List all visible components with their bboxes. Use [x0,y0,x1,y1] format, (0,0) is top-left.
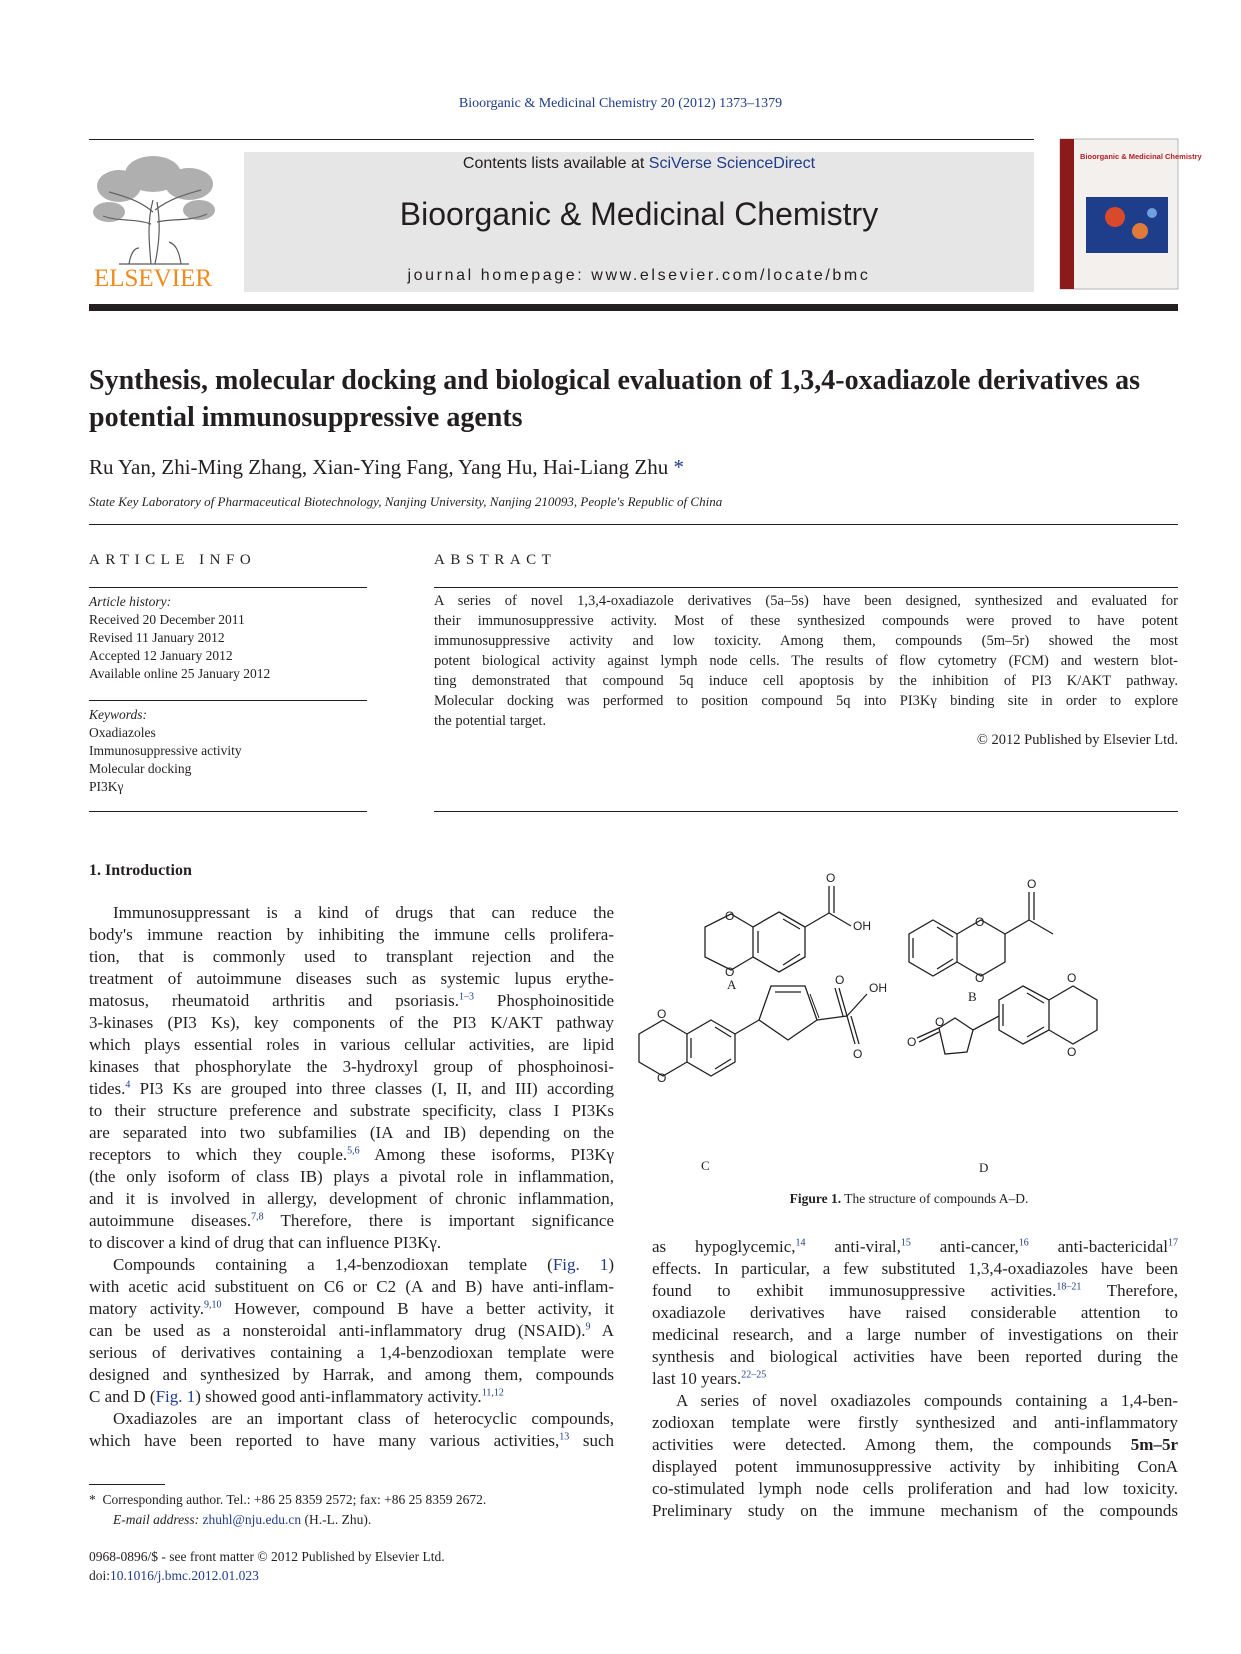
figure-caption [644,1191,1174,1207]
footnote-mark: * [89,1492,96,1507]
journal-title: Bioorganic & Medicinal Chemistry [399,196,879,232]
doi-link[interactable]: 10.1016/j.bmc.2012.01.023 [110,1568,259,1583]
text-line: are separated into two subfamilies (IA and IB) depending on the [89,1123,614,1142]
abstract-heading: ABSTRACT [434,552,557,568]
atom-labels [657,871,1076,1085]
text-line: medicinal research, and a large number of investigations on their [652,1325,1178,1344]
text-fragment: such [569,1431,614,1450]
text-line: to discover a kind of drug that can influence PI3Kγ. [89,1233,442,1252]
text-line: (the only isoform of class IB) plays a pivotal role in inflammation, [89,1167,614,1186]
text-line [89,1144,614,1166]
text-fragment: Therefore, [1081,1281,1178,1300]
citation-ref[interactable]: 15 [900,1237,911,1249]
text-line: effects. In particular, a few substituted 1,3,4-oxadiazoles have been [652,1259,1178,1278]
footnote-rule [89,1484,165,1485]
text-fragment: activities were detected. Among them, the compounds [652,1435,1131,1454]
atom-label: O [853,1047,863,1061]
text-line [89,1386,614,1408]
abstract-line: A series of novel 1,3,4-oxadiazole derivatives (5a–5s) have been designed, synthesized and evaluated for [434,593,1178,609]
figure-link[interactable]: Fig. 1 [155,1387,196,1406]
text-line: serious of derivatives containing a 1,4-benzodioxan template were [89,1343,614,1362]
abstract-rule [434,811,1178,812]
keyword: PI3Kγ [89,779,124,794]
citation-ref[interactable]: 1–3 [459,991,475,1003]
journal-banner [244,152,1034,292]
figure-link[interactable]: Fig. 1 [552,1255,609,1274]
text-line: displayed potent immunosuppressive activity by inhibiting ConA [652,1457,1178,1476]
email-link[interactable]: zhuhl@nju.edu.cn [202,1512,302,1527]
atom-label: O [975,915,985,929]
citation-ref[interactable]: 16 [1018,1237,1029,1249]
email-suffix: (H.-L. Zhu). [301,1512,372,1527]
text-line [89,1298,614,1320]
text-fragment: ) showed good anti-inflammatory activity. [195,1387,482,1406]
atom-label: O [835,973,845,987]
keywords-label: Keywords: [89,707,147,722]
corresponding-author-mark[interactable]: * [673,455,684,479]
front-matter [89,1547,445,1585]
text-fragment: autoimmune diseases. [89,1211,252,1230]
abstract-line: their immunosuppressive activity. Most of these synthesized compounds were proved to have potent [434,613,1178,629]
text-line: designed and synthesized by Harrak, and among them, compounds [89,1365,614,1384]
text-line: synthesis and biological activities have been reported during the [652,1347,1178,1366]
text-fragment: tides. [89,1079,126,1098]
citation-ref[interactable]: 9 [585,1321,591,1333]
atom-label: O [1067,1045,1077,1059]
atom-label: O [975,971,985,985]
text-line [89,990,614,1012]
text-line: Preliminary study on the immune mechanism of the compounds [652,1501,1178,1520]
abstract-line: ting demonstrated that compound 5q induce cell apoptosis by the inhibition of PI3 K/AKT pathway. [434,673,1178,689]
elsevier-logo [89,152,217,292]
citation-ref[interactable]: 4 [125,1079,131,1091]
header-rule [89,139,1034,140]
text-line [652,1236,1178,1258]
history-accepted: Accepted 12 January 2012 [89,648,233,663]
atom-label: OH [869,981,887,995]
structure-C [639,986,867,1076]
text-fragment: as hypoglycemic, [652,1237,796,1256]
cover-image [1060,139,1202,289]
article-title: Synthesis, molecular docking and biological evaluation of 1,3,4-oxadiazole derivatives as potential immunosuppressive agents [89,365,1141,433]
text-line: Oxadiazoles are an important class of heterocyclic compounds, [113,1409,614,1428]
text-fragment: Compounds containing a 1,4-benzodioxan template ( [113,1255,553,1274]
text-fragment: Among these isoforms, PI3Kγ [359,1145,614,1164]
citation-ref[interactable]: 13 [559,1431,570,1443]
article-info-rule [89,811,367,812]
text-line [89,1078,614,1100]
citation-ref[interactable]: 22–25 [741,1369,767,1381]
cover-title: Bioorganic & Medicinal Chemistry [1080,152,1202,161]
text-line: treatment of autoimmune diseases such as systemic lupus erythe- [89,969,614,988]
structure-label-C: C [701,1158,710,1173]
text-fragment: ) [608,1255,614,1274]
citation-ref[interactable]: 11,12 [481,1387,504,1399]
article-history [89,593,270,683]
text-line: body's immune reaction by inhibiting the immune cells prolifera- [89,925,614,944]
text-fragment: anti-viral, [805,1237,901,1256]
text-fragment: matosus, rheumatoid arthritis and psoriasis. [89,991,460,1010]
chemical-structures [655,868,1175,1178]
text-line: Immunosuppressant is a kind of drugs that can reduce the [113,903,614,922]
contents-line: Contents lists available at SciVerse ScienceDirect [462,155,816,172]
text-line [89,1320,614,1342]
structure-A [705,886,851,972]
atom-label: O [657,1071,667,1085]
citation-ref[interactable]: 18–21 [1056,1281,1082,1293]
text-line [652,1280,1178,1302]
text-line: 3-kinases (PI3 Ks), key components of the PI3 K/AKT pathway [89,1013,614,1032]
journal-citation[interactable]: Bioorganic & Medicinal Chemistry 20 (2012) 1373–1379 [458,96,783,111]
history-received: Received 20 December 2011 [89,612,245,627]
history-label: Article history: [89,594,172,609]
text-line: A series of novel oxadiazoles compounds containing a 1,4-ben- [676,1391,1178,1410]
text-line: which plays essential roles in various cellular activities, are lipid [89,1035,614,1054]
atom-label: O [907,1035,917,1049]
keywords [89,706,242,796]
text-line: zodioxan template were firstly synthesized and anti-inflammatory [652,1413,1178,1432]
elsevier-tree-icon [89,152,217,292]
footnote-line [89,1490,486,1510]
footnote-email-line [89,1510,486,1530]
article-info-heading: ARTICLE INFO [89,552,257,568]
text-fragment: C and D ( [89,1387,156,1406]
introduction-heading: 1. Introduction [89,862,192,879]
atom-label: OH [853,919,871,933]
text-line [652,1434,1178,1456]
header-thick-rule [89,304,1178,311]
author-list: Ru Yan, Zhi-Ming Zhang, Xian-Ying Fang, Yang Hu, Hai-Liang Zhu * [89,455,684,479]
compound-range: 5m–5r [1130,1435,1178,1454]
text-fragment: Therefore, there is important significance [263,1211,614,1230]
text-line: kinases that phosphorylate the 3-hydroxyl group of phosphoinosi- [89,1057,614,1076]
text-fragment: last 10 years. [652,1369,742,1388]
text-fragment: which have been reported to have many various activities, [89,1431,560,1450]
journal-homepage[interactable]: journal homepage: www.elsevier.com/locate/bmc [407,267,871,284]
atom-label: O [1027,877,1037,891]
journal-cover [1060,139,1202,289]
introduction-left-column [89,902,614,1452]
citation-ref[interactable]: 14 [795,1237,806,1249]
text-fragment: receptors to which they couple. [89,1145,348,1164]
article-info-rule [89,700,367,701]
text-fragment: anti-bactericidal [1028,1237,1168,1256]
sciencedirect-link[interactable]: SciVerse ScienceDirect [648,155,816,172]
email-label: E-mail address: [113,1512,203,1527]
atom-label: O [725,909,735,923]
keyword: Oxadiazoles [89,725,156,740]
citation-ref[interactable]: 7,8 [251,1211,264,1223]
text-fragment: Phosphoinositide [474,991,614,1010]
citation-ref[interactable]: 17 [1168,1237,1178,1249]
text-fragment: However, compound B have a better activity, it [221,1299,614,1318]
footnote-contact: Corresponding author. Tel.: +86 25 8359 2572; fax: +86 25 8359 2672. [102,1492,487,1507]
corresponding-author-footnote [89,1490,486,1530]
abstract-line: Molecular docking was performed to position compound 5q into PI3Kγ binding site in order to explore [434,693,1178,709]
abstract-line: potent biological activity against lymph node cells. The results of flow cytometry (FCM) and western blot- [434,653,1178,669]
text-line [89,1210,614,1232]
history-online: Available online 25 January 2012 [89,666,271,681]
text-line: tion, that is commonly used to transplant rejection and the [89,947,614,966]
atom-label: O [657,1007,667,1021]
structure-label-D: D [979,1160,989,1175]
caption-label: Figure 1. [789,1191,842,1206]
structure-label-B: B [968,989,977,1004]
affiliation: State Key Laboratory of Pharmaceutical Biotechnology, Nanjing University, Nanjing 210093, People's Republic of China [89,494,723,509]
abstract-rule [434,587,1178,588]
text-line [89,1430,614,1452]
text-line [652,1368,1178,1390]
citation-ref[interactable]: 9,10 [203,1299,222,1311]
caption-text: The structure of compounds A–D. [844,1191,1029,1206]
structure-label-A: A [727,977,737,992]
text-line: oxadiazole derivatives have raised considerable attention to [652,1303,1178,1322]
doi-line [89,1566,445,1585]
figure-1 [655,868,1175,1178]
text-fragment: A [590,1321,615,1340]
article-info-rule [89,587,367,588]
abstract-text [434,591,1178,731]
abstract-line: the potential target. [434,713,547,729]
text-fragment: PI3 Ks are grouped into three classes (I, II, and III) according [130,1079,614,1098]
text-line: to their structure preference and substrate specificity, class I PI3Ks [89,1101,614,1120]
atom-label: O [1067,971,1077,985]
text-line [89,1254,614,1276]
keyword: Molecular docking [89,761,192,776]
abstract-line: immunosuppressive activity and low toxicity. Among them, compounds (5m–5r) showed the most [434,633,1178,649]
text-line: with acetic acid substituent on C6 or C2 (A and B) have anti-inflam- [89,1277,614,1296]
abstract-copyright: © 2012 Published by Elsevier Ltd. [976,732,1178,748]
doi-prefix: doi: [89,1568,111,1583]
affiliation-rule [89,524,1178,525]
text-line: and it is involved in allergy, development of chronic inflammation, [89,1189,614,1208]
introduction-right-column [652,1236,1178,1522]
text-line: co-stimulated lymph node cells proliferation and had low toxicity. [652,1479,1178,1498]
history-revised: Revised 11 January 2012 [89,630,225,645]
text-fragment: anti-cancer, [910,1237,1019,1256]
text-fragment: matory activity. [89,1299,204,1318]
issn-line: 0968-0896/$ - see front matter © 2012 Published by Elsevier Ltd. [89,1549,445,1564]
atom-label: O [725,965,735,979]
text-fragment: found to exhibit immunosuppressive activities. [652,1281,1057,1300]
elsevier-wordmark: ELSEVIER [93,265,213,292]
keyword: Immunosuppressive activity [89,743,242,758]
atom-label: O [935,1015,945,1029]
atom-label: O [826,871,836,885]
citation-ref[interactable]: 5,6 [347,1145,360,1157]
text-fragment: can be used as a nonsteroidal anti-inflammatory drug (NSAID). [89,1321,586,1340]
structure-B [909,892,1053,976]
